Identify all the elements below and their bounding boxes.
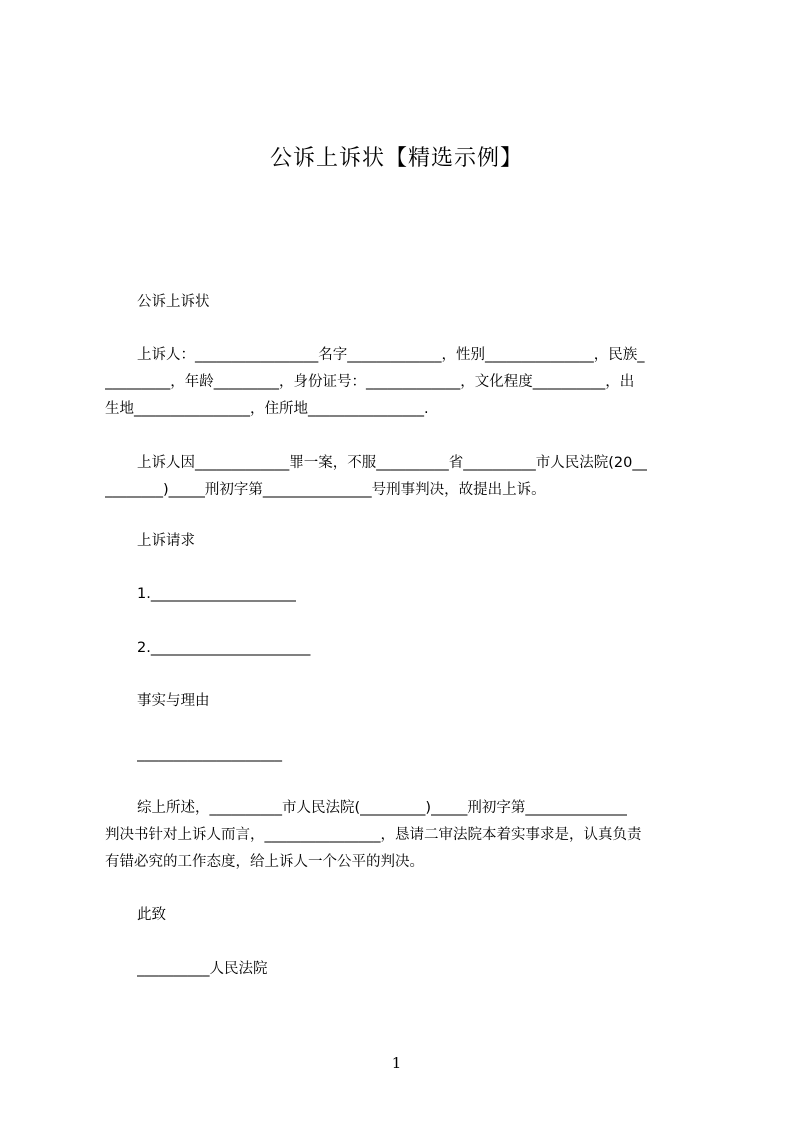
request-heading: 上诉请求 [137,533,195,549]
request-item-1: 1.____________________ [137,586,296,602]
summary-line-2: 判决书针对上诉人而言，________________，恳请二审法院本着实事求是，认真负责 [105,827,642,843]
closing-salutation: 此致 [137,907,166,923]
cause-line-2: ________)_____刑初字第_______________号刑事判决，故提出上诉。 [105,482,546,498]
facts-blank: ____________________ [137,746,282,762]
page-number: 1 [391,1054,402,1072]
party-line-3: 生地________________，住所地________________. [105,401,429,417]
cause-line-1: 上诉人因_____________罪一案，不服__________省__________市人民法院(20__ [137,455,647,471]
section-heading: 公诉上诉状 [137,294,210,310]
facts-heading: 事实与理由 [137,693,210,709]
party-line-1: 上诉人：_________________名字_____________，性别_______________，民族_ [137,347,645,363]
summary-line-3: 有错必究的工作态度，给上诉人一个公平的判决。 [105,854,424,870]
party-line-2: _________，年龄_________，身份证号：_____________，文化程度__________，出 [105,374,635,390]
document-title: 公诉上诉状【精选示例】 [269,146,523,171]
summary-line-1: 综上所述，__________市人民法院(_________)_____刑初字第______________ [137,800,627,816]
court-name: __________人民法院 [137,961,268,977]
request-item-2: 2.______________________ [137,640,311,656]
